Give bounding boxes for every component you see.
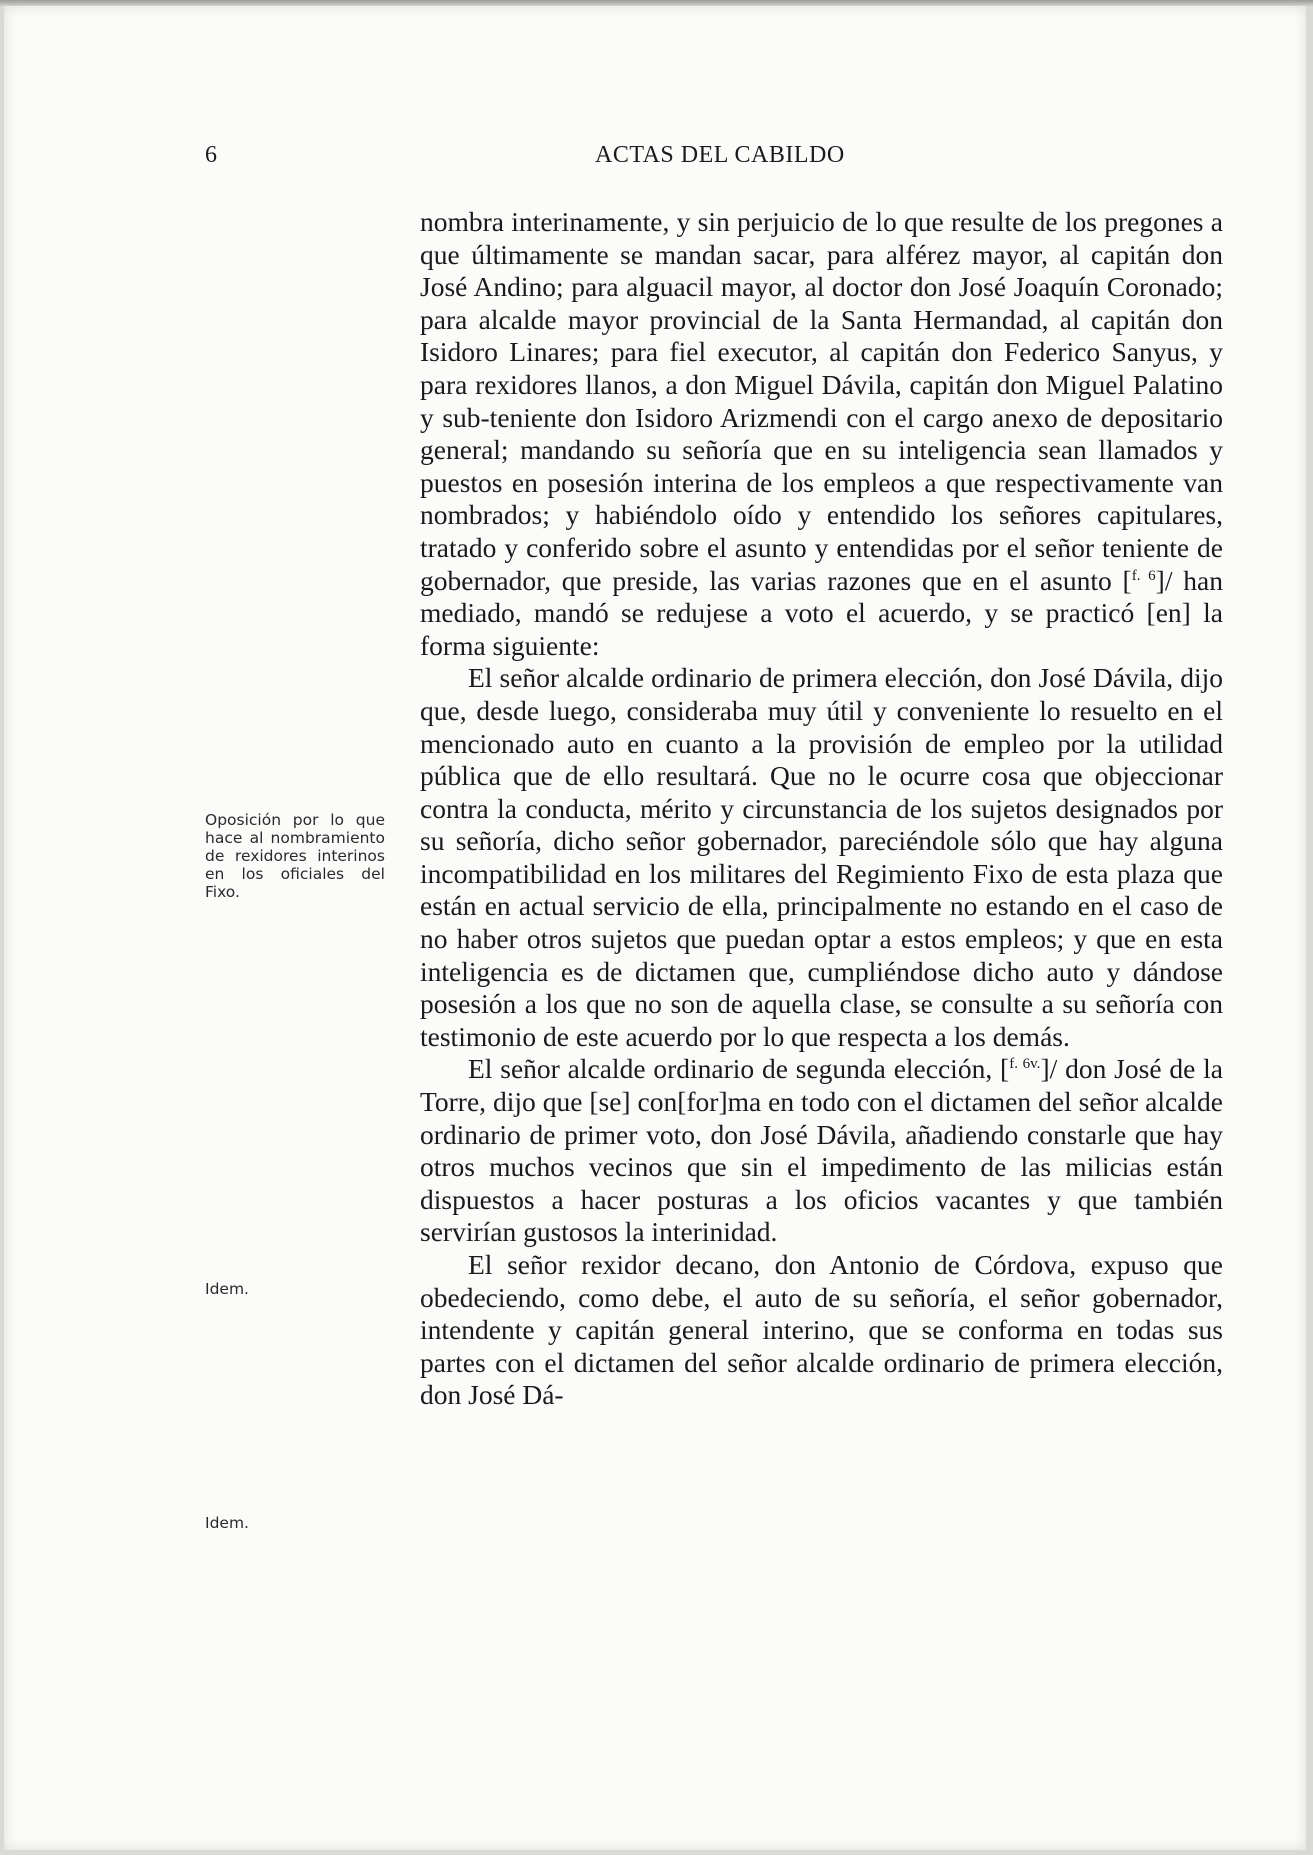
margin-note-idem: Idem. xyxy=(205,1514,249,1532)
paragraph-text: El señor alcalde ordinario de segunda elección, xyxy=(468,1053,993,1085)
paragraph-text: / han mediado, mandó se redujese a voto el acuerdo, y se practicó [en] la forma siguiente: xyxy=(420,564,1223,661)
paragraph-first-vote xyxy=(420,662,1223,1053)
paragraph-text: / don José de la Torre, dijo que [se] con[for]ma en todo con el dictamen del señor alcalde ordinario de primer voto, don José Dávila, añadiendo constarle que hay otros muchos vecinos que sin el impedimento de las milicias están dispuestos a hacer posturas a los oficios vacantes y que también servirían gustosos la interinidad. xyxy=(420,1053,1223,1248)
folio-mark: f. 6 xyxy=(1131,567,1156,584)
paragraph-second-vote: El señor alcalde ordinario de segunda elección, [$^{f. 6v.}$]/ don José de la Torre, dijo que [se] con[for]ma en todo con el dictamen del señor alcalde ordinario de primer voto, don José Dávila, añadiendo constarle que hay otros muchos vecinos que sin el impedimento de las milicias están dispuestos a hacer posturas a los oficios vacantes y que también servirían gustosos la interinidad. xyxy=(420,1053,1223,1248)
margin-note-opposition: Oposición por lo que hace al nombramiento de rexidores interinos en los oficiales del Fixo. xyxy=(205,811,385,901)
paragraph-text: nombra interinamente, y sin perjuicio de lo que resulte de los pregones a que últimamente se mandan sacar, para alférez mayor, al capitán don José Andino; para alguacil mayor, al doctor don José Joaquín Coronado; para alcalde mayor provincial de la Santa Hermandad, al capitán don Isidoro Linares; para fiel executor, al capitán don Federico Sanyus, y para rexidores llanos, a don Miguel Dávila, capitán don Miguel Palatino y sub-teniente don Isidoro Arizmendi con el cargo anexo de depositario general; mandando su señoría que en su inteligencia sean llamados y puestos en posesión interina de los empleos a que respectivamente van nombrados; y habiéndolo oído y entendido los señores capitulares, tratado y conferido sobre el asunto y entendidas por el señor teniente de gobernador, que preside, las varias razones que en el asunto xyxy=(420,206,1223,596)
paragraph-third-vote xyxy=(420,1249,1223,1412)
paragraph-text: El señor alcalde ordinario de primera elección, don José Dávila, dijo que, desde luego, consideraba muy útil y conveniente lo resuelto en el mencionado auto en cuanto a la provisión de empleo por la utilidad pública que de ello resultará. Que no le ocurre cosa que objeccionar contra la conducta, mérito y circunstancia de los sujetos designados por su señoría, dicho señor gobernador, pareciéndole sólo que hay alguna incompatibilidad en los militares del Regimiento Fixo de esta plaza que están en actual servicio de ella, principalmente no estando en el caso de no haber otros sujetos que puedan optar a estos empleos; y que en esta inteligencia es de dictamen que, cumpliéndose dicho auto y dándose posesión a los que no son de aquella clase, se consulte a su señoría con testimonio de este acuerdo por lo que respecta a los demás. xyxy=(420,662,1223,1052)
folio-mark: f. 6v. xyxy=(1009,1056,1041,1073)
margin-note-idem: Idem. xyxy=(205,1280,249,1298)
body-text xyxy=(420,206,1223,1412)
paragraph-text: El señor rexidor decano, don Antonio de Córdova, expuso que obedeciendo, como debe, el auto de su señoría, el señor gobernador, intendente y capitán general interino, que se conforma en todas sus partes con el dictamen del señor alcalde ordinario de primera elección, don José Dá- xyxy=(420,1249,1223,1411)
page-number: 6 xyxy=(205,142,217,168)
paragraph-continuation: nombra interinamente, y sin perjuicio de lo que resulte de los pregones a que últimamente se mandan sacar, para alférez mayor, al capitán don José Andino; para alguacil mayor, al doctor don José Joaquín Coronado; para alcalde mayor provincial de la Santa Hermandad, al capitán don Isidoro Linares; para fiel executor, al capitán don Federico Sanyus, y para rexidores llanos, a don Miguel Dávila, capitán don Miguel Palatino y sub-teniente don Isidoro Arizmendi con el cargo anexo de depositario general; mandando su señoría que en su inteligencia sean llamados y puestos en posesión interina de los empleos a que respectivamente van nombrados; y habiéndolo oído y entendido los señores capitulares, tratado y conferido sobre el asunto y entendidas por el señor teniente de gobernador, que preside, las varias razones que en el asunto [$^{f. 6}$]/ han mediado, mandó se redujese a voto el acuerdo, y se practicó [en] la forma siguiente: xyxy=(420,206,1223,661)
running-title: ACTAS DEL CABILDO xyxy=(595,142,845,168)
